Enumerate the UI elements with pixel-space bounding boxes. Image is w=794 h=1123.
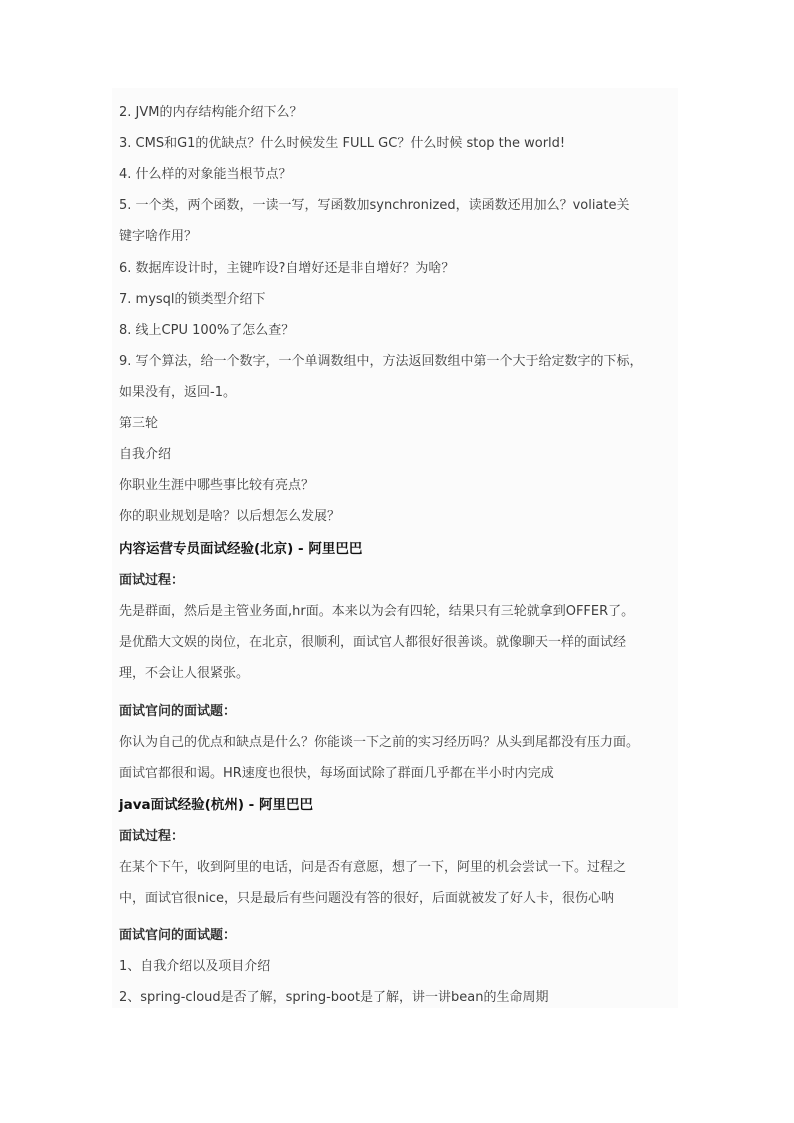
question-7: 7. mysql的锁类型介绍下: [119, 292, 266, 307]
question-3: 3. CMS和G1的优缺点？什么时候发生 FULL GC？什么时候 stop the world!: [119, 136, 566, 151]
question-9-continued: 如果没有，返回-1。: [119, 385, 236, 400]
question-8: 8. 线上CPU 100%了怎么查？: [119, 323, 295, 338]
question-5-continued: 键字啥作用？: [119, 229, 198, 244]
question-9: 9. 写个算法，给一个数字，一个单调数组中，方法返回数组中第一个大于给定数字的下标，: [119, 354, 643, 369]
question-2: 2. JVM的内存结构能介绍下么？: [119, 105, 303, 120]
round3-item: 你职业生涯中哪些事比较有亮点？: [119, 478, 315, 493]
section2-questions-line: 1、自我介绍以及项目介绍: [119, 959, 271, 974]
section1-heading: 内容运营专员面试经验(北京) - 阿里巴巴: [119, 541, 363, 557]
round3-item: 自我介绍: [119, 447, 172, 462]
round3-item: 你的职业规划是啥？以后想怎么发展？: [119, 509, 341, 524]
section2-questions-line: 2、spring-cloud是否了解，spring-boot是了解，讲一讲bean的生命周期: [119, 990, 549, 1005]
question-4: 4. 什么样的对象能当根节点？: [119, 167, 292, 182]
section2-process-line: 中，面试官很nice，只是最后有些问题没有答的很好，后面就被发了好人卡，很伤心呐: [119, 891, 614, 906]
section1-process-label: 面试过程：: [119, 573, 185, 588]
section2-questions-label: 面试官问的面试题：: [119, 928, 237, 943]
section1-process-line: 是优酷大文娱的岗位，在北京，很顺利，面试官人都很好很善谈。就像聊天一样的面试经: [119, 635, 627, 650]
section2-heading: java面试经验(杭州) - 阿里巴巴: [119, 797, 313, 813]
round3-title: 第三轮: [119, 416, 159, 431]
section2-process-line: 在某个下午，收到阿里的电话，问是否有意愿，想了一下，阿里的机会尝试一下。过程之: [119, 860, 627, 875]
section1-process-line: 先是群面，然后是主管业务面,hr面。本来以为会有四轮，结果只有三轮就拿到OFFER了。: [119, 604, 635, 619]
section1-questions-line: 你认为自己的优点和缺点是什么？你能谈一下之前的实习经历吗？从头到尾都没有压力面。: [119, 735, 640, 750]
section1-questions-label: 面试官问的面试题：: [119, 704, 237, 719]
question-5: 5. 一个类，两个函数，一读一写，写函数加synchronized，读函数还用加么？voliate关: [119, 198, 630, 213]
section1-questions-line: 面试官都很和谒。HR速度也很快，每场面试除了群面几乎都在半小时内完成: [119, 766, 554, 781]
section2-process-label: 面试过程：: [119, 829, 185, 844]
question-6: 6. 数据库设计时，主键咋设?自增好还是非自增好？为啥？: [119, 261, 455, 276]
section1-process-line: 理，不会让人很紧张。: [119, 666, 250, 681]
